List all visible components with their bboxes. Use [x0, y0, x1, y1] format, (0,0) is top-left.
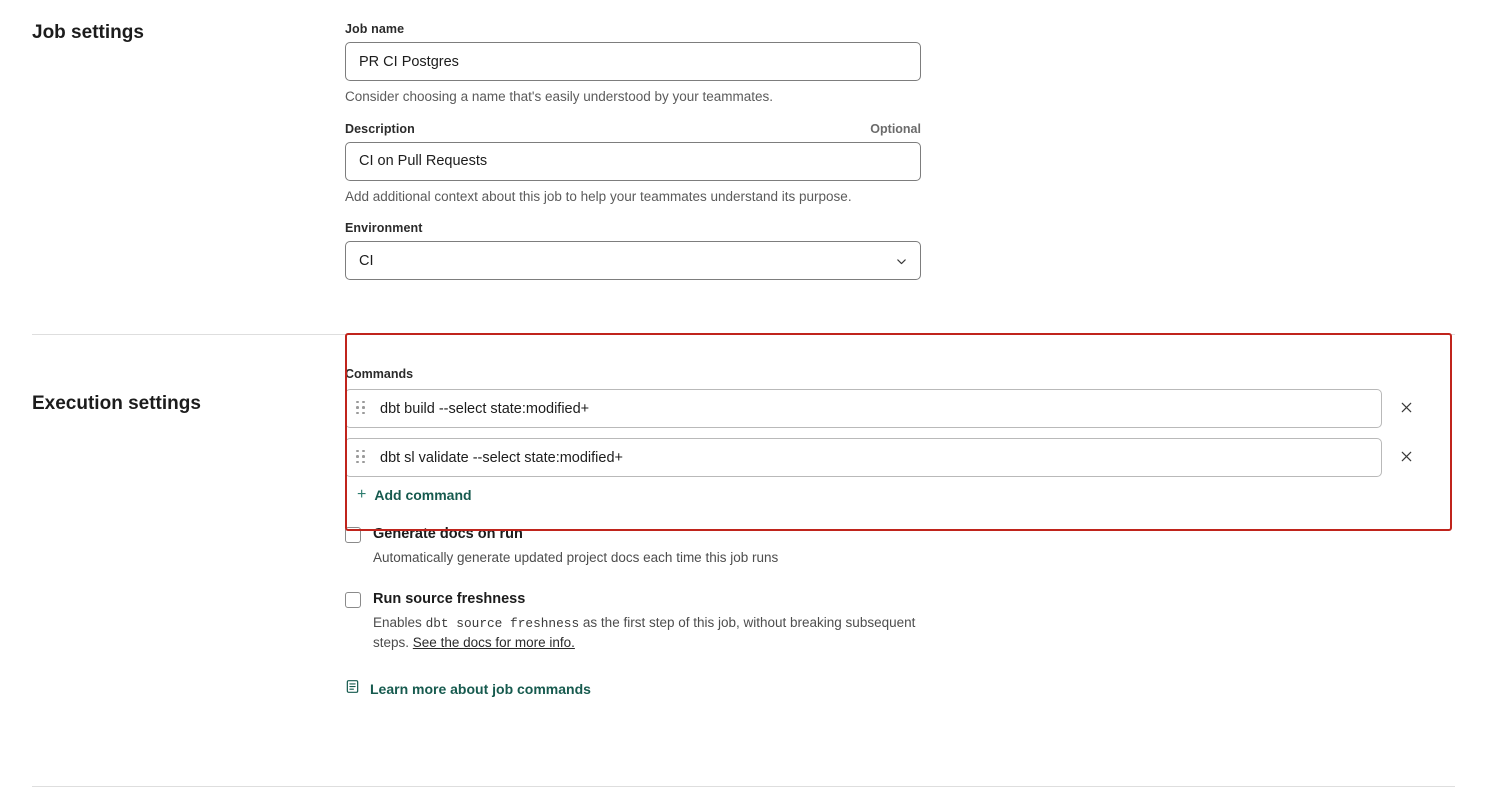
environment-label: Environment	[345, 221, 423, 236]
environment-select[interactable]	[345, 241, 921, 280]
job-name-input[interactable]	[345, 42, 921, 81]
source-freshness-desc-part1: Enables	[373, 614, 422, 630]
execution-settings-heading: Execution settings	[32, 393, 201, 415]
job-name-label: Job name	[345, 22, 405, 36]
close-icon	[1399, 449, 1414, 467]
add-command-button[interactable]	[357, 487, 472, 503]
description-optional-tag: Optional	[870, 121, 921, 136]
drag-handle-icon[interactable]	[356, 450, 366, 466]
generate-docs-label: Generate docs on run	[373, 526, 523, 543]
job-settings-fields	[345, 22, 1487, 296]
source-freshness-desc-part2: as the first step of this job, without breaking subsequent steps.	[373, 614, 916, 651]
page-bottom-divider	[32, 786, 1455, 787]
job-settings-heading: Job settings	[32, 22, 144, 43]
command-row	[345, 438, 1487, 477]
commands-label: Commands	[345, 367, 414, 382]
source-freshness-label: Run source freshness	[373, 590, 526, 607]
add-command-label: Add command	[374, 487, 472, 504]
book-icon	[345, 679, 360, 699]
job-name-help-text: Consider choosing a name that's easily understood by your teammates.	[345, 89, 774, 104]
description-input[interactable]	[345, 142, 921, 181]
command-row	[345, 389, 1487, 428]
description-help-text: Add additional context about this job to help your teammates understand its purpose.	[345, 188, 852, 204]
environment-label-row	[345, 221, 921, 235]
description-label-row	[345, 122, 921, 136]
source-freshness-row	[345, 590, 1487, 653]
learn-more-label: Learn more about job commands	[370, 681, 591, 698]
description-label: Description	[345, 121, 415, 136]
generate-docs-row	[345, 525, 1487, 568]
job-settings-section	[0, 0, 1487, 296]
learn-more-job-commands-link[interactable]	[345, 679, 591, 699]
execution-settings-body	[345, 357, 1487, 699]
close-icon	[1399, 400, 1414, 418]
command-input-value: dbt sl validate --select state:modified+	[380, 449, 623, 466]
source-freshness-checkbox[interactable]	[345, 592, 361, 608]
command-input-wrap[interactable]	[345, 389, 1382, 428]
job-name-label-row	[345, 22, 921, 36]
environment-select-wrap	[345, 241, 921, 280]
drag-handle-icon[interactable]	[356, 401, 366, 417]
generate-docs-description: Automatically generate updated project docs each time this job runs	[373, 550, 779, 566]
environment-field-group	[345, 221, 1487, 280]
source-freshness-docs-link[interactable]: See the docs for more info.	[412, 635, 575, 651]
plus-icon: +	[357, 486, 367, 504]
source-freshness-text	[373, 590, 943, 653]
generate-docs-text	[373, 525, 778, 568]
command-input-value: dbt build --select state:modified+	[380, 400, 590, 417]
job-name-field-group	[345, 22, 1487, 106]
remove-command-button[interactable]	[1393, 396, 1419, 422]
environment-selected-value: CI	[359, 252, 374, 269]
commands-block	[345, 357, 1487, 503]
command-input-wrap[interactable]	[345, 438, 1382, 477]
description-field-group	[345, 122, 1487, 206]
generate-docs-checkbox[interactable]	[345, 527, 361, 543]
execution-settings-section	[0, 335, 1487, 699]
source-freshness-description	[373, 613, 943, 653]
source-freshness-command-code: dbt source freshness	[425, 615, 580, 631]
remove-command-button[interactable]	[1393, 445, 1419, 471]
